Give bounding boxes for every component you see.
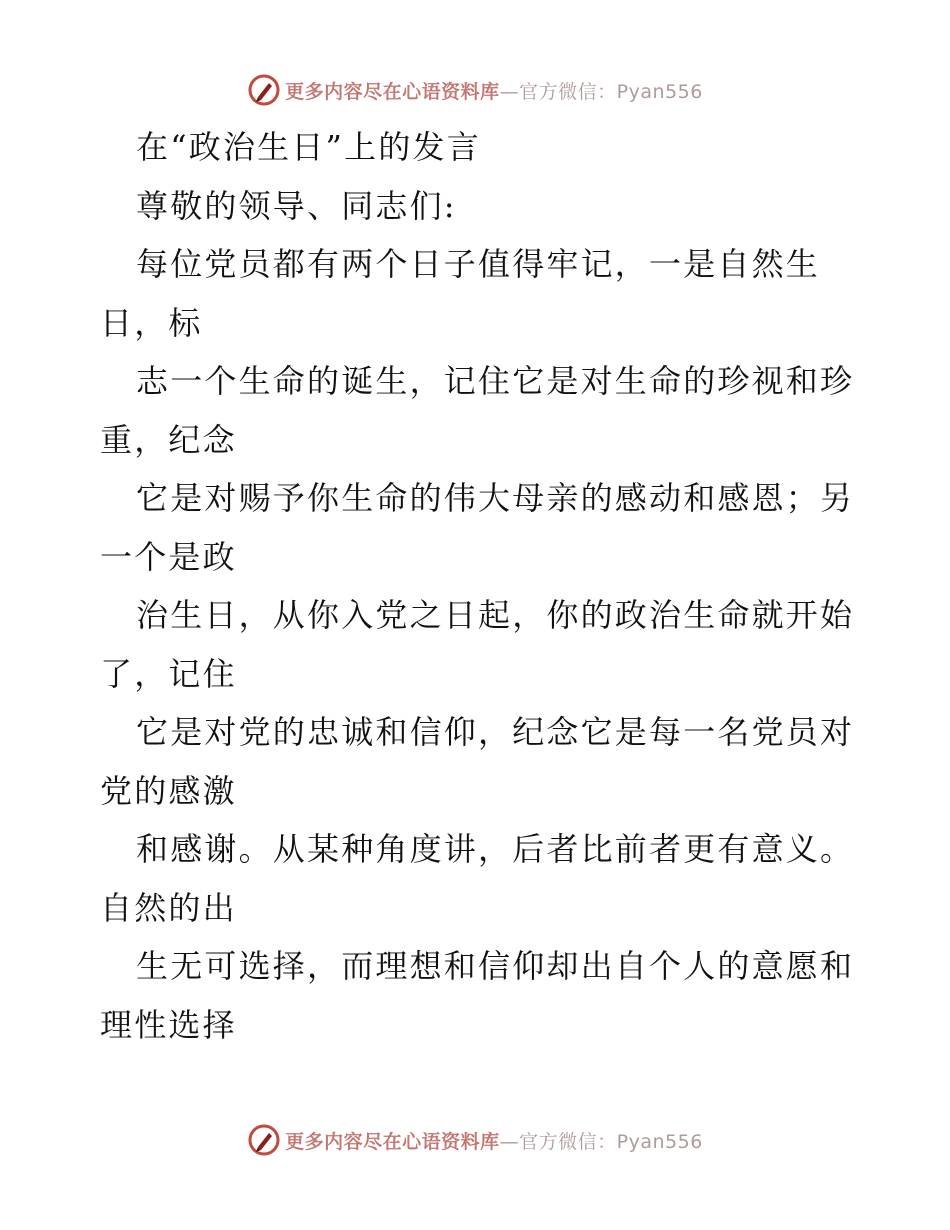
document-title: 在“政治生日”上的发言: [136, 128, 481, 166]
text-line: 党的感激: [100, 771, 237, 810]
watermark-brand: 更多内容尽在心语资料库: [285, 1130, 500, 1153]
text-line: 尊敬的领导、同志们:: [136, 186, 457, 225]
watermark-tail: —官方微信：Pyan556: [499, 1130, 703, 1153]
pen-logo-icon: [247, 1123, 281, 1157]
text-line: 治生日，从你入党之日起，你的政治生命就开始: [136, 596, 855, 634]
text-line: 和感谢。从某种角度讲，后者比前者更有意义。: [136, 830, 855, 868]
watermark-tail: —官方微信：Pyan556: [499, 80, 703, 103]
text-line: 一个是政: [100, 537, 237, 576]
text-line: 日，标: [100, 303, 203, 342]
text-line: 志一个生命的诞生，记住它是对生命的珍视和珍: [136, 362, 855, 400]
watermark-brand: 更多内容尽在心语资料库: [285, 80, 500, 103]
watermark-header: [0, 70, 950, 110]
watermark-text: [285, 1127, 703, 1154]
text-line: 生无可选择，而理想和信仰却出自个人的意愿和: [136, 947, 855, 985]
document-body: [100, 118, 860, 1054]
watermark-footer: [0, 1120, 950, 1160]
text-line: 重，纪念: [100, 420, 237, 459]
watermark-text: [285, 77, 703, 104]
text-line: 每位党员都有两个日子值得牢记，一是自然生: [136, 245, 821, 283]
text-line: 了，记住: [100, 654, 237, 693]
text-line: 理性选择: [100, 1005, 237, 1044]
text-line: 自然的出: [100, 888, 237, 927]
text-line: 它是对党的忠诚和信仰，纪念它是每一名党员对: [136, 713, 855, 751]
pen-logo-icon: [247, 73, 281, 107]
text-line: 它是对赐予你生命的伟大母亲的感动和感恩；另: [136, 479, 855, 517]
